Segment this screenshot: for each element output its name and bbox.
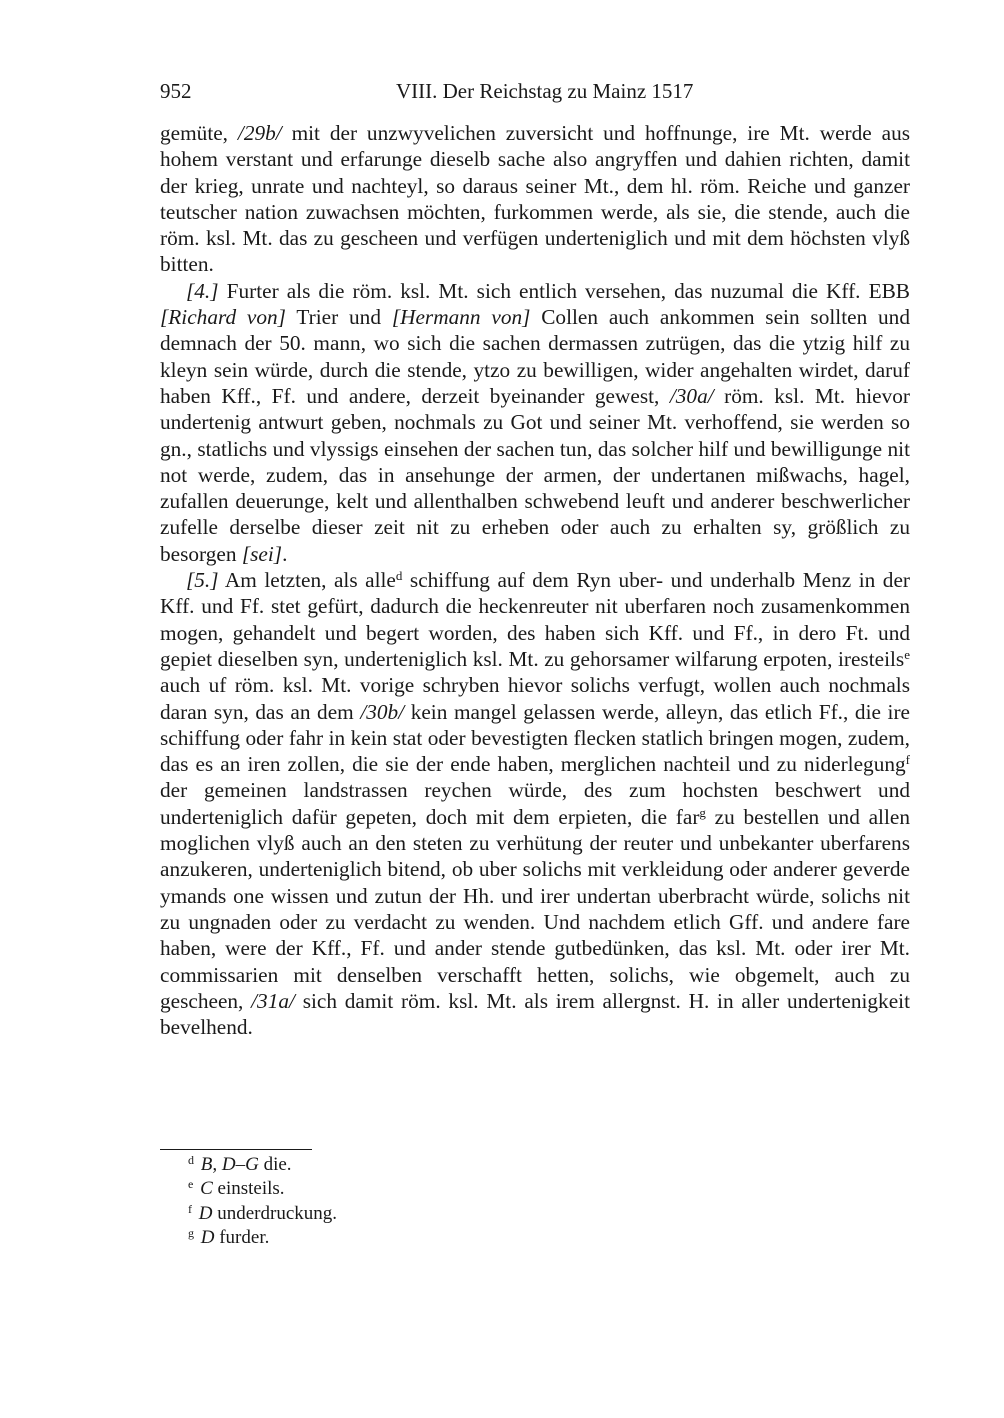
editorial-insertion: [Hermann von] [391,305,531,330]
footnote-divider [160,1149,312,1150]
footnote-ref: f [905,752,910,768]
section-number: [4.] [186,278,219,303]
text-run: Furter als die röm. ksl. Mt. sich entlich versehen, das nuzumal die Kff. EBB [218,278,910,303]
text-run: mit der unzwyvelichen zuversicht und hoffnunge, ire Mt. werde aus hohem verstant und erfarunge dieselb sache also angryffen und dahien richten, damit der krieg, unrate und nachteyl, so daraus seiner Mt., dem hl. röm. Reiche und ganzer teutscher nation zuwachsen möchten, furkommen werde, als sie, die stende, auch die röm. ksl. Mt. das zu gescheen und verfügen underteniglich und mit dem höchsten vlyß bitten. [160,121,911,277]
text-run: . [282,541,288,566]
footnote [188,1153,888,1177]
footnote-mark: e [188,1177,194,1192]
folio-marker: /31a/ [251,988,295,1013]
footnote-text: underdruckung. [212,1202,338,1224]
text-run: schiffung auf dem Ryn uber- und underhalb Menz in der Kff. und Ff. stet gefürt, dadurch die heckenreuter nit uberfaren noch zusamenkommen mogen, gehandelt und begert worden, des haben sich Kff. und Ff., in dero Ft. und gepiet dieselben syn, underteniglich ksl. Mt. zu gehorsamer wilfarung erpoten, iresteils [160,568,910,671]
footnote-mark: d [188,1153,194,1167]
text-run: Trier und [285,305,392,330]
editorial-insertion: [sei] [241,541,283,566]
editorial-insertion: [Richard von] [160,305,286,330]
footnote-sigla: C [200,1178,213,1200]
footnote [188,1202,888,1226]
page-number: 952 [160,79,192,103]
footnote-mark: f [188,1201,192,1216]
footnote-sigla: D [198,1202,213,1224]
footnote [188,1226,888,1250]
page-header [160,79,910,109]
footnote-text: einsteils. [212,1178,285,1200]
footnotes [188,1153,888,1250]
paragraph-5 [160,567,910,1040]
footnote [188,1177,888,1201]
text-run: Am letzten, als alle [218,568,396,593]
footnote-ref: e [904,646,910,662]
paragraph-4 [160,278,910,567]
folio-marker: /29b/ [237,121,282,145]
paragraph-continuation [160,120,910,278]
footnote-sigla: B, D–G [200,1154,259,1175]
section-number: [5.] [186,568,219,593]
text-run: gemüte, [160,121,238,145]
footnote-text: furder. [214,1226,270,1248]
footnote-ref: d [395,568,403,584]
text-run: der gemeinen landstrassen reychen würde, des zum hochsten beschwert und underteniglich dafür gepeten, doch mit dem erpieten, die far [160,778,910,829]
footnote-text: die. [258,1154,292,1175]
footnote-mark: g [188,1225,194,1240]
footnote-sigla: D [200,1226,215,1248]
footnote-ref: g [699,804,706,820]
text-run: röm. ksl. Mt. hievor undertenig antwurt geben, nochmals zu Got und seiner Mt. verhoffend, sie werden so gn., statlichs und vlyssigs einsehen der sachen tun, das solcher hilf und bewilligunge nit not werde, zudem, das in ansehunge der armen, der undertanen mißwachs, hagel, zufallen deuerunge, kelt und allenthalben schwebend leuft und anderer beschwerlicher zufelle derselbe dieser zeit nit zu erheben oder auch zu erhalten sy, größlich zu besorgen [160,383,910,566]
text-run: sich damit röm. ksl. Mt. als irem allergnst. H. in aller undertenigkeit bevelhend. [160,988,910,1040]
main-text [160,120,910,1040]
text-run: kein mangel gelassen werde, alleyn, das etlich Ff., die ire schiffung oder fahr in kein stat oder bevestigten flecken statlich bringen mogen, zudem, das es an iren zollen, die sie der ende haben, merglichen nachteil und zu niderlegung [160,699,910,777]
running-head: VIII. Der Reichstag zu Mainz 1517 [396,79,694,103]
text-run: zu bestellen und allen moglichen vlyß auch an den steten zu verhütung der reuter und unbekanter uberfarens anzukeren, underteniglich bitend, ob uber solichs mit verkleidung oder anderer geverde ymands one wissen und zutun der Hh. und irer undertan uberbracht würde, solichs nit zu ungnaden oder zu verdacht zu wenden. Und nachdem etlich Gff. und andere fare haben, were der Kff., Ff. und ander stende gutbedünken, das ksl. Mt. oder irer Mt. commissarien mit denselben verschafft hetten, solichs, wie obgemelt, auch zu gescheen, [160,804,910,1013]
text-run: Collen auch ankommen sein sollten und demnach der 50. mann, wo sich die sachen dermassen zutrügen, das die ytzig hilf zu kleyn sein würde, durch die stende, ytzo zu bewilligen, wider angehalten wirdet, daruf haben Kff., Ff. und andere, derzeit byeinander gewest, [160,305,910,408]
text-run: auch uf röm. ksl. Mt. vorige schryben hievor solichs verfugt, wollen auch nochmals daran syn, das an dem [160,673,910,724]
folio-marker: /30a/ [669,383,714,408]
folio-marker: /30b/ [360,699,405,724]
